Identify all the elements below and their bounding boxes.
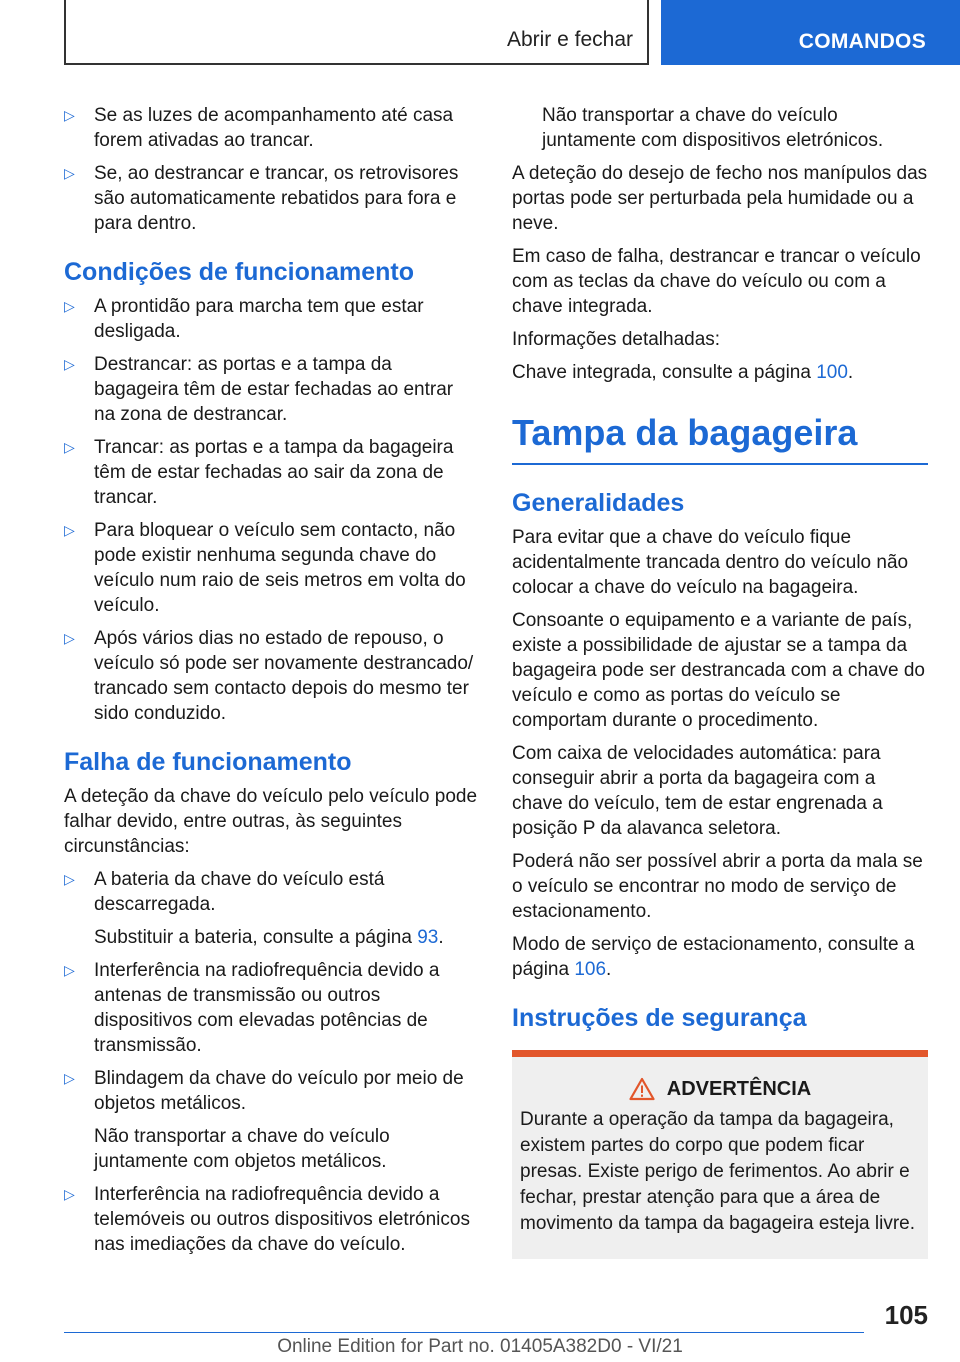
- malfunction-intro: A deteção da chave do veículo pelo veículo pode falhar devido, entre outras, às seguintes circunstâncias:: [64, 786, 478, 857]
- list-item: ▷ Se as luzes de acompanhamento até casa forem ativadas ao trancar.: [64, 105, 454, 151]
- paragraph: Com caixa de velocidades automática: para conseguir abrir a porta da bagageira com a chave do veículo, tem de estar engrenada a posição P da alavanca seletora.: [512, 743, 883, 839]
- warning-triangle-icon: [629, 1077, 655, 1101]
- page-number: 105: [884, 1300, 928, 1330]
- chapter-heading-tailgate: Tampa da bagageira: [512, 411, 928, 465]
- list-item: ▷ Blindagem da chave do veículo por meio de objetos metálicos.: [64, 1068, 464, 1114]
- left-column: [64, 103, 478, 1265]
- warning-title: ADVERTÊNCIA: [666, 1077, 812, 1100]
- warning-box: [512, 1050, 928, 1259]
- paragraph: Chave integrada, consulte a página 100.: [512, 362, 854, 383]
- footer-edition: Online Edition for Part no. 01405A382D0 - VI/21: [277, 1336, 683, 1357]
- paragraph: Informações detalhadas:: [512, 329, 721, 350]
- footer-divider: [64, 1332, 864, 1333]
- triangle-right-icon: ▷: [64, 962, 75, 978]
- triangle-right-icon: ▷: [64, 107, 75, 123]
- list-item: ▷ Após vários dias no estado de repouso, o veículo só pode ser novamente destrancado/ trancado sem contacto depois do mesmo ter sido conduzido.: [64, 628, 474, 724]
- page-link[interactable]: 93: [417, 927, 439, 948]
- list-item: ▷ Trancar: as portas e a tampa da bagageira têm de estar fechadas ao sair da zona de trancar.: [64, 437, 454, 508]
- right-column: [512, 103, 928, 1259]
- paragraph: Modo de serviço de estacionamento, consulte a página 106.: [512, 934, 915, 980]
- list-item: ▷ Interferência na radiofrequência devido a antenas de transmissão ou outros dispositivos com elevadas potências de transmissão.: [64, 960, 440, 1056]
- list-item-note: Não transportar a chave do veículo juntamente com objetos metálicos.: [94, 1126, 390, 1172]
- triangle-right-icon: ▷: [64, 871, 75, 887]
- section-heading-conditions: Condições de funcionamento: [64, 258, 415, 286]
- page-link[interactable]: 100: [816, 362, 848, 383]
- header-section-title: Abrir e fechar: [506, 28, 633, 51]
- triangle-right-icon: ▷: [64, 1070, 75, 1086]
- header-chapter-label: COMANDOS: [798, 30, 926, 53]
- paragraph: Consoante o equipamento e a variante de país, existe a possibilidade de ajustar se a tampa da bagageira pode ser destrancada com a chave do veículo e como as portas do veículo se comportam durante o procedimento.: [512, 610, 925, 731]
- page-link[interactable]: 106: [574, 959, 607, 980]
- section-heading-malfunction: Falha de funcionamento: [64, 748, 352, 776]
- list-item: ▷ A prontidão para marcha tem que estar desligada.: [64, 296, 424, 342]
- paragraph: Poderá não ser possível abrir a porta da mala se o veículo se encontrar no modo de serviço de estacionamento.: [512, 851, 923, 922]
- header-chapter-tab: [661, 0, 960, 65]
- list-item: ▷ Destrancar: as portas e a tampa da bagageira têm de estar fechadas ao entrar na zona de destrancar.: [64, 354, 454, 425]
- list-item-note: Substituir a bateria, consulte a página 93.: [94, 927, 444, 948]
- warning-header: [520, 1077, 920, 1101]
- list-item: ▷ A bateria da chave do veículo está descarregada.: [64, 869, 385, 915]
- header-section-box: [64, 0, 649, 65]
- section-heading-safety: Instruções de segurança: [512, 1004, 807, 1032]
- warning-text: Durante a operação da tampa da bagageira, existem partes do corpo que podem ficar presas. Existe perigo de ferimentos. Ao abrir e fechar, prestar atenção para que a área de movimento da tampa da bagageira esteja livre.: [520, 1109, 916, 1234]
- paragraph: Para evitar que a chave do veículo fique acidentalmente trancada dentro do veículo não colocar a chave do veículo na bagageira.: [512, 527, 909, 598]
- triangle-right-icon: ▷: [64, 630, 75, 646]
- section-heading-general: Generalidades: [512, 489, 685, 517]
- triangle-right-icon: ▷: [64, 1186, 75, 1202]
- triangle-right-icon: ▷: [64, 522, 75, 538]
- paragraph: A deteção do desejo de fecho nos manípulos das portas pode ser perturbada pela humidade ou a neve.: [512, 163, 928, 234]
- triangle-right-icon: ▷: [64, 439, 75, 455]
- paragraph: Em caso de falha, destrancar e trancar o veículo com as teclas da chave do veículo ou com a chave integrada.: [512, 246, 921, 317]
- list-item: ▷ Para bloquear o veículo sem contacto, não pode existir nenhuma segunda chave do veículo num raio de seis metros em volta do veículo.: [64, 520, 466, 616]
- list-item: ▷ Se, ao destrancar e trancar, os retrovisores são automaticamente rebatidos para fora e para dentro.: [64, 163, 459, 234]
- triangle-right-icon: ▷: [64, 298, 75, 314]
- list-item-note: Não transportar a chave do veículo juntamente com dispositivos eletrónicos.: [542, 105, 884, 151]
- triangle-right-icon: ▷: [64, 165, 75, 181]
- list-item: ▷ Interferência na radiofrequência devido a telemóveis ou outros dispositivos eletrónicos nas imediações da chave do veículo.: [64, 1184, 470, 1255]
- triangle-right-icon: ▷: [64, 356, 75, 372]
